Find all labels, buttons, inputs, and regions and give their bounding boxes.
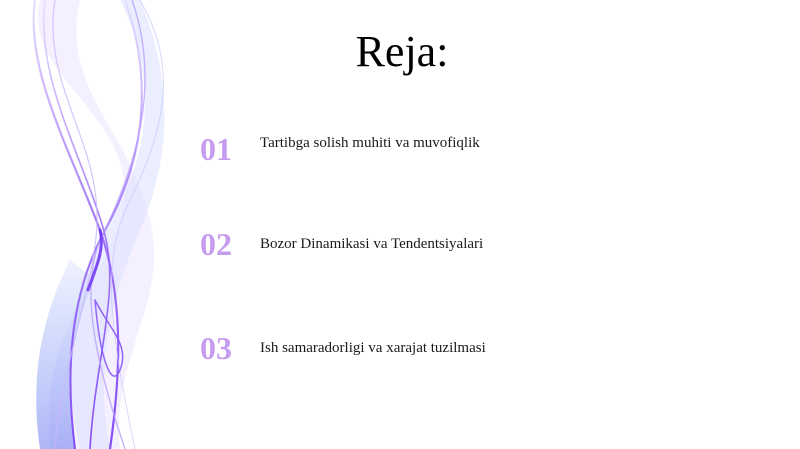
agenda-item-text: Bozor Dinamikasi va Tendentsiyalari <box>260 236 484 252</box>
agenda-number: 02 <box>200 226 232 262</box>
slide-title: Reja: <box>355 27 449 76</box>
agenda-item-text: Ish samaradorligi va xarajat tuzilmasi <box>260 340 486 356</box>
agenda-item-text: Tartibga solish muhiti va muvofiqlik <box>260 135 480 151</box>
agenda-number: 03 <box>200 330 232 366</box>
decorative-ribbon-graphic <box>0 0 200 449</box>
agenda-number: 01 <box>200 131 232 167</box>
